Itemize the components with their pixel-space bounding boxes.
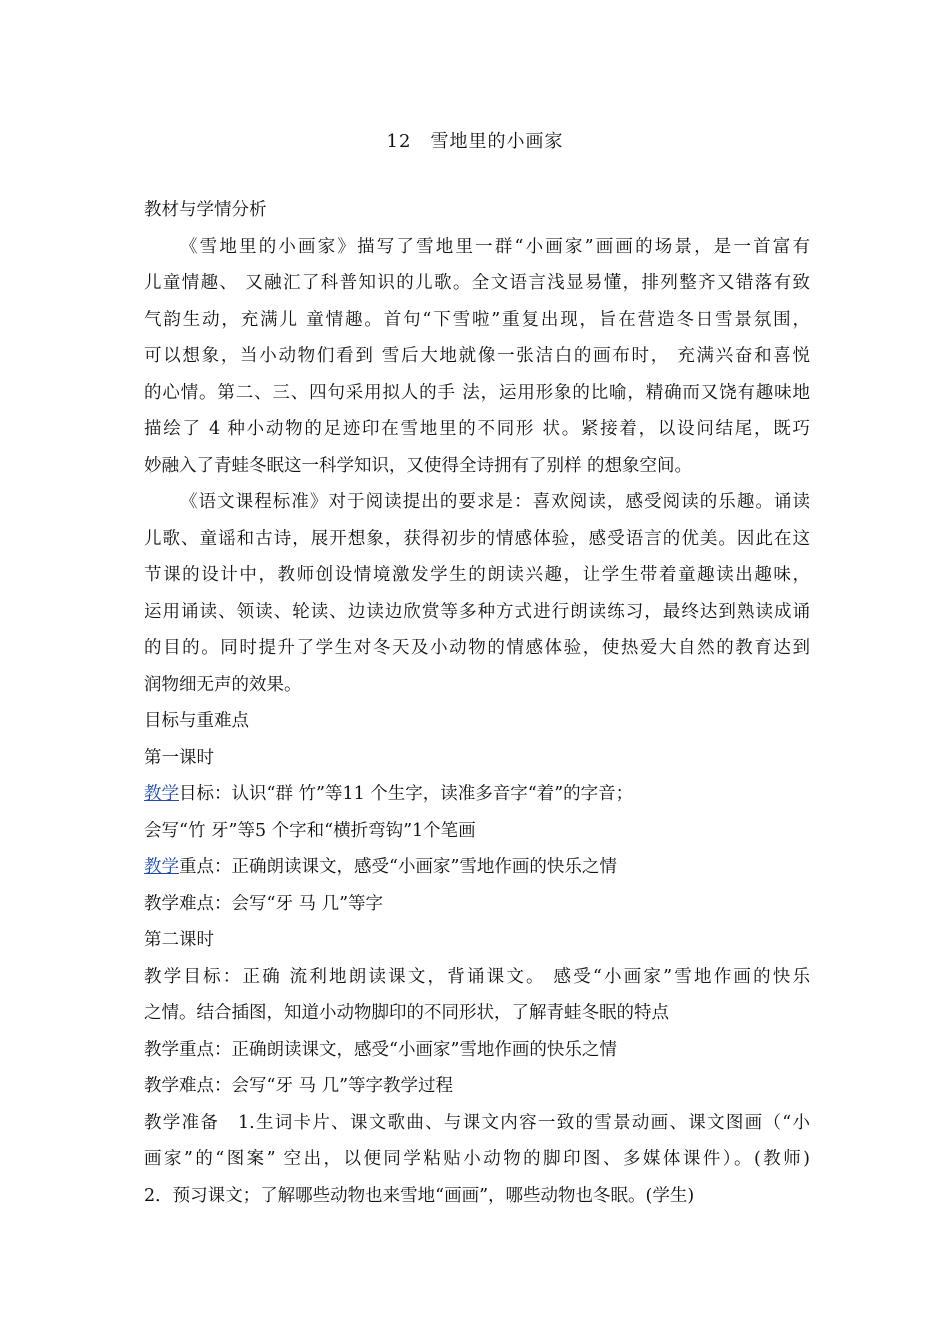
section-heading-goals: 目标与重难点 xyxy=(144,711,249,731)
paragraph-line: 的心情。第二、三、四句采用拟人的手 法，运用形象的比喻，精确而又饶有趣味地 xyxy=(144,382,810,403)
lesson-2-goal-line: 之情。结合插图，知道小动物脚印的不同形状，了解青蛙冬眠的特点 xyxy=(144,1003,669,1023)
paragraph-line: 妙融入了青蛙冬眠这一科学知识，又使得全诗拥有了别样 的想象空间。 xyxy=(144,455,693,476)
paragraph-line: 的目的。同时提升了学生对冬天及小动物的情感体验，使热爱大自然的教育达到 xyxy=(144,638,810,658)
lesson-1-goal-line-2: 会写“竹 牙”等5 个字和“横折弯钩”1个笔画 xyxy=(144,820,476,841)
document-body xyxy=(144,192,810,1214)
paragraph-line: 可以想象，当小动物们看到 雪后大地就像一张洁白的画布时， 充满兴奋和喜悦 xyxy=(144,346,810,366)
paragraph-line: 儿童情趣、 又融汇了科普知识的儿歌。全文语言浅显易懂，排列整齐又错落有致 xyxy=(144,273,810,293)
teaching-link[interactable]: 教学 xyxy=(144,857,179,877)
paragraph-line: 气韵生动，充满儿 童情趣。首句“下雪啦”重复出现，旨在营造冬日雪景氛围， xyxy=(144,309,810,330)
lesson-1-key-text: 重点：正确朗读课文，感受“小画家”雪地作画的快乐之情 xyxy=(179,857,617,877)
teaching-preparation xyxy=(144,1105,810,1215)
lesson-1-goal-text: 目标：认识“群 竹”等11 个生字，读准多音字“着”的字音； xyxy=(179,784,634,804)
lesson-title: 12 雪地里的小画家 xyxy=(386,131,564,152)
lesson-2-label: 第二课时 xyxy=(144,930,214,950)
lesson-1-key-point xyxy=(144,849,810,886)
lesson-2-key-point: 教学重点：正确朗读课文，感受“小画家”雪地作画的快乐之情 xyxy=(144,1039,617,1060)
lesson-2-goal-line: 教学目标：正确 流利地朗读课文，背诵课文。 感受“小画家”雪地作画的快乐 xyxy=(144,966,810,987)
section-heading-analysis: 教材与学情分析 xyxy=(144,200,267,220)
paragraph-line: 描绘了 4 种小动物的足迹印在雪地里的不同形 状。紧接着，以设问结尾，既巧 xyxy=(144,419,810,439)
paragraph-line: 节课的设计中，教师创设情境激发学生的朗读兴趣，让学生带着童趣读出趣味， xyxy=(144,565,810,585)
lesson-1-difficulty: 教学难点：会写“牙 马 几”等字 xyxy=(144,893,384,914)
prep-line: 2．预习课文；了解哪些动物也来雪地“画画”，哪些动物也冬眠。(学生) xyxy=(144,1185,695,1206)
paragraph-line: 《雪地里的小画家》描写了雪地里一群“小画家”画画的场景，是一首富有 xyxy=(180,236,810,257)
paragraph-line: 《语文课程标准》对于阅读提出的要求是：喜欢阅读，感受阅读的乐趣。诵读 xyxy=(180,492,810,512)
lesson-1-goal xyxy=(144,776,810,813)
lesson-2-difficulty: 教学难点：会写“牙 马 几”等字教学过程 xyxy=(144,1076,454,1096)
paragraph-line: 运用诵读、领读、轮读、边读边欣赏等多种方式进行朗读练习，最终达到熟读成诵 xyxy=(144,601,810,622)
prep-line: 教学准备 1.生词卡片、课文歌曲、与课文内容一致的雪景动画、课文图画（“小 xyxy=(144,1112,810,1133)
paragraph-line: 润物细无声的效果。 xyxy=(144,674,302,695)
paragraph-line: 儿歌、童谣和古诗，展开想象，获得初步的情感体验，感受语言的优美。因此在这 xyxy=(144,528,810,549)
prep-line: 画家”的“图案” 空出，以便同学粘贴小动物的脚印图、多媒体课件）。(教师) xyxy=(144,1149,810,1169)
lesson-1-label: 第一课时 xyxy=(144,747,214,768)
analysis-paragraph-2 xyxy=(144,484,810,703)
teaching-link[interactable]: 教学 xyxy=(144,784,179,804)
analysis-paragraph-1 xyxy=(144,229,810,485)
